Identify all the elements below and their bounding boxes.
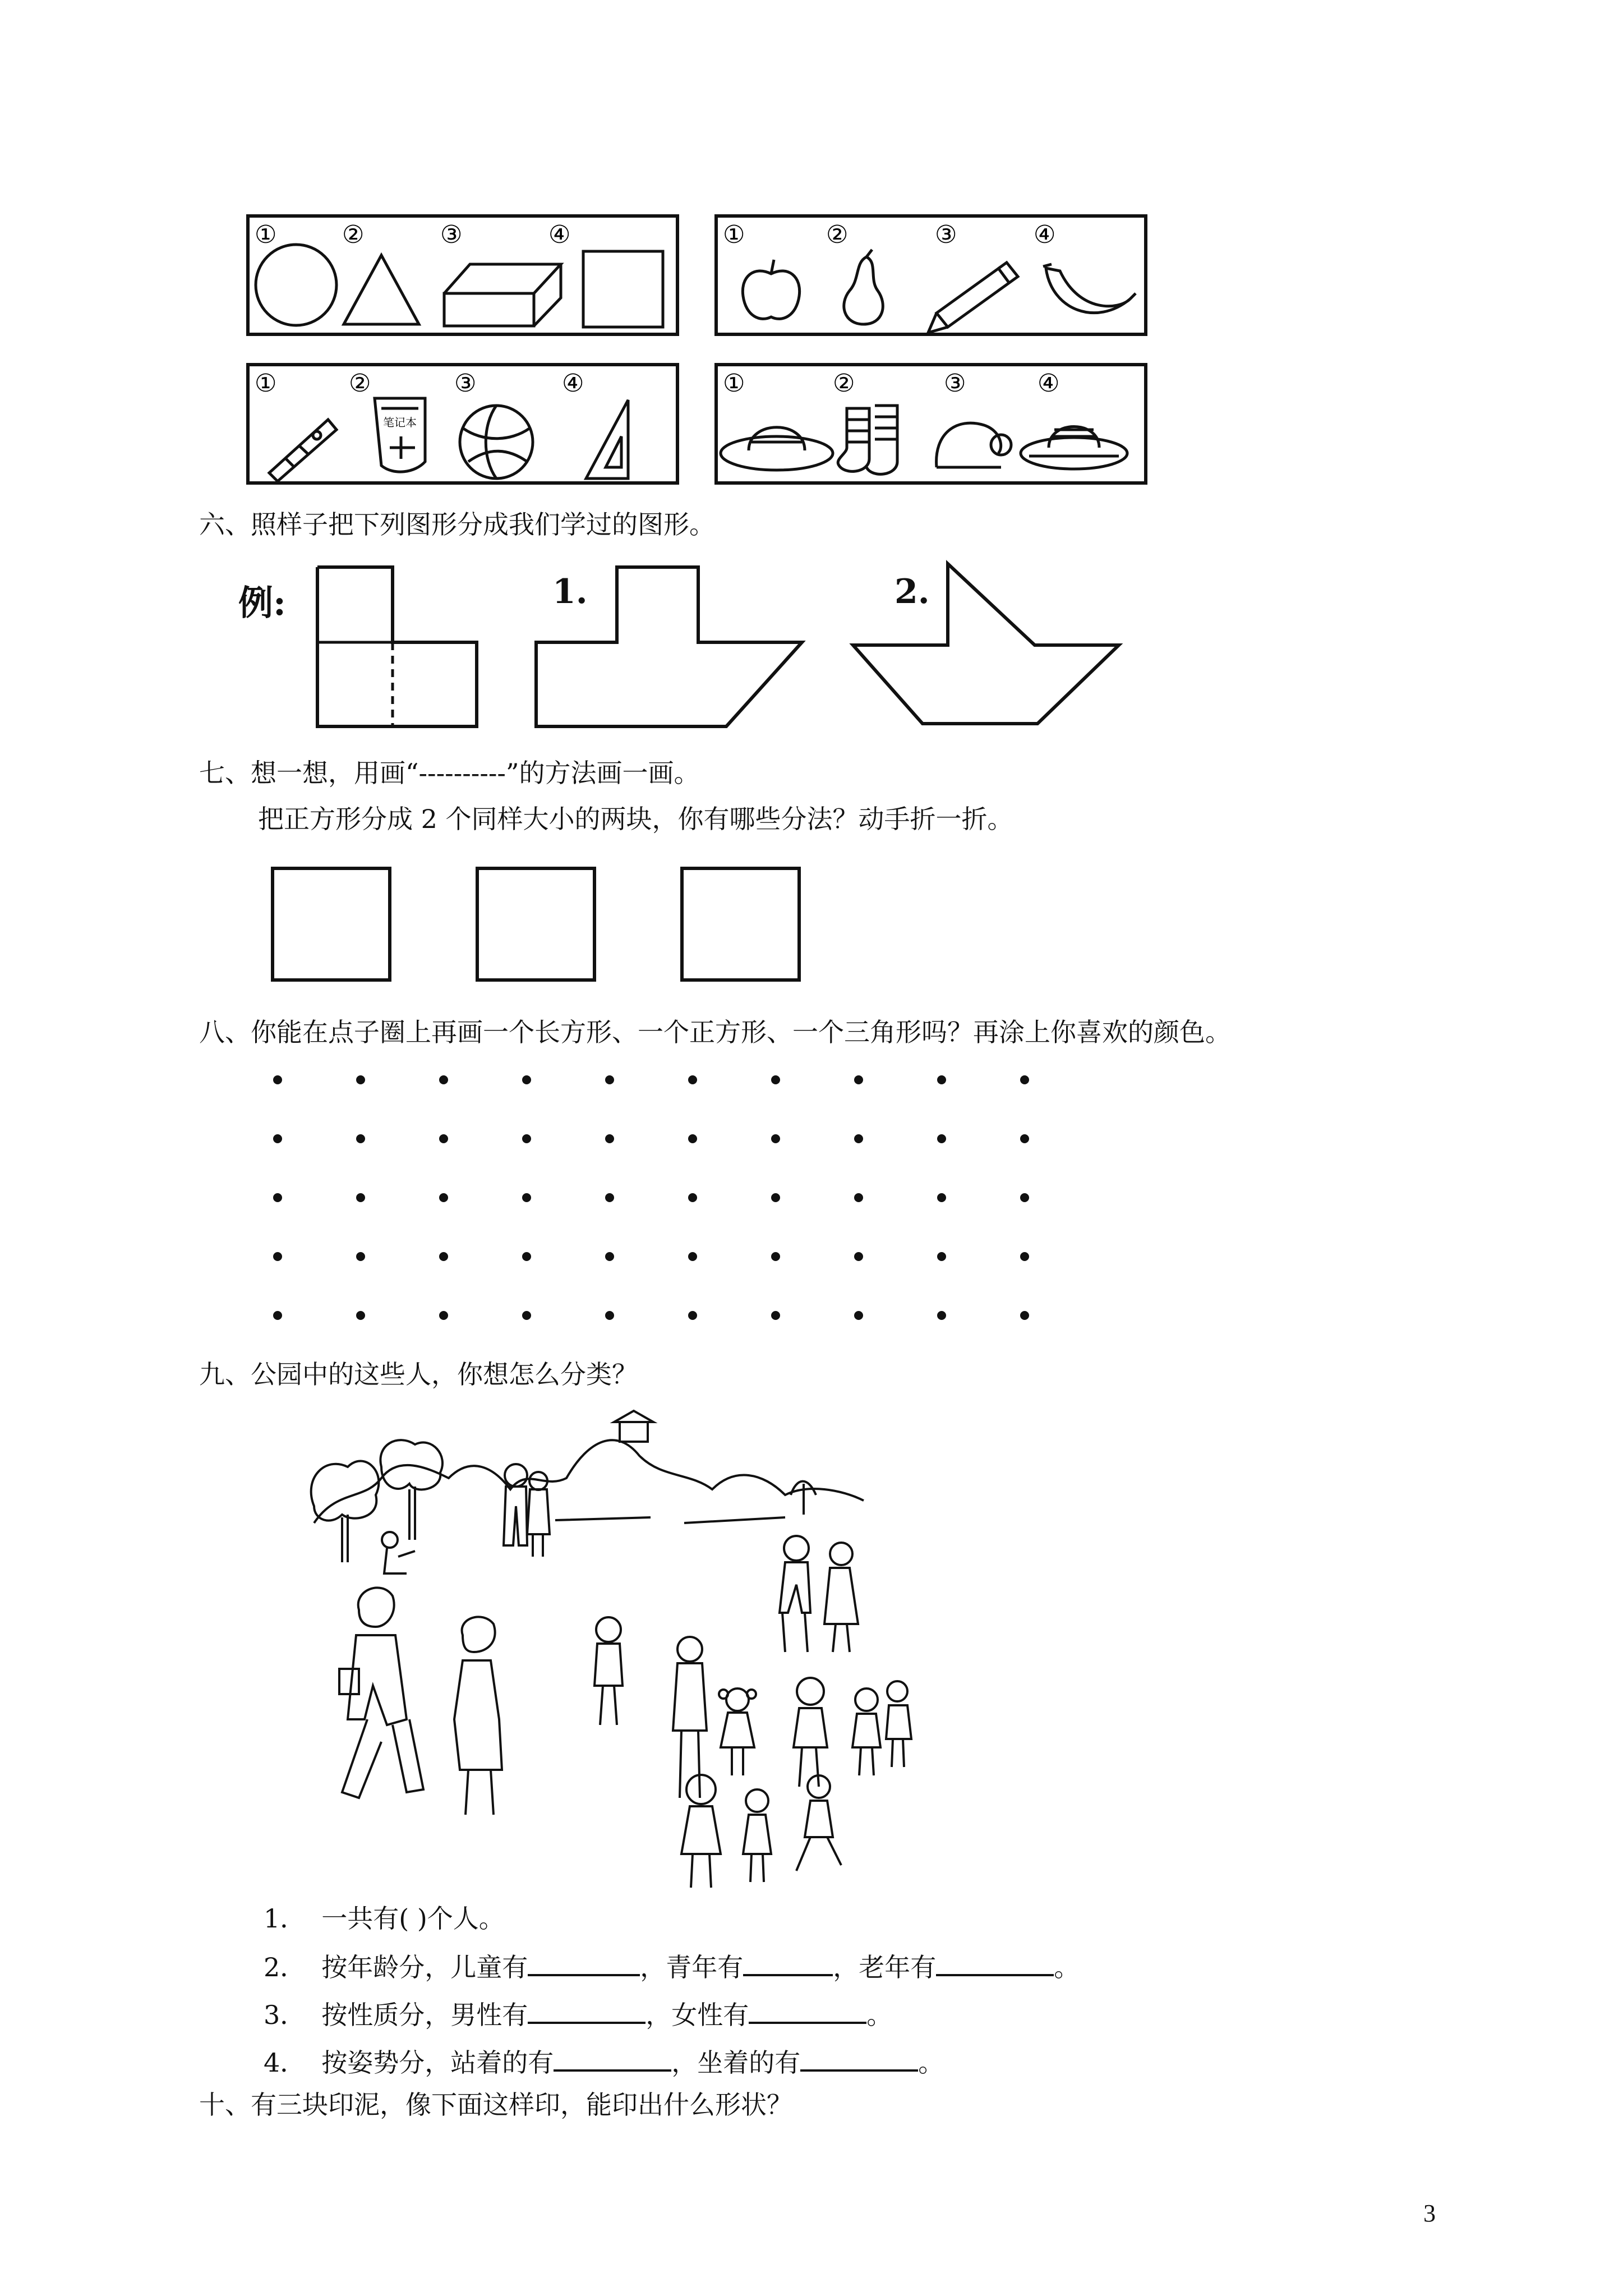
question-text: ，老年有: [833, 1952, 937, 1982]
q6-label-1: 1.: [552, 572, 588, 611]
grid-dot[interactable]: [273, 1075, 282, 1084]
notebook-label: 笔记本: [383, 416, 417, 429]
grid-dot[interactable]: [771, 1311, 780, 1320]
socks-icon: [838, 406, 897, 474]
grid-dot[interactable]: [854, 1075, 863, 1084]
grid-dot[interactable]: [937, 1311, 946, 1320]
grid-dot[interactable]: [273, 1134, 282, 1143]
hills-outline: [314, 1440, 864, 1523]
grid-dot[interactable]: [688, 1252, 697, 1261]
marker-2: ②: [833, 369, 855, 398]
answer-blank[interactable]: [528, 1949, 640, 1976]
person-icon: [594, 1617, 623, 1725]
grid-dot[interactable]: [937, 1252, 946, 1261]
q6-shape-1: [533, 564, 808, 732]
question-text: 按性质分，男性有: [321, 2000, 528, 2030]
grid-dot[interactable]: [688, 1193, 697, 1202]
person-icon: [780, 1536, 858, 1652]
marker-1: ①: [723, 220, 745, 249]
question-text: ，坐着的有: [671, 2047, 801, 2078]
person-icon: [339, 1588, 423, 1798]
banana-icon: [1043, 264, 1136, 313]
grid-dot[interactable]: [1020, 1193, 1029, 1202]
dot-grid[interactable]: [264, 1066, 1060, 1324]
q8-title: 八、你能在点子圈上再画一个长方形、一个正方形、一个三角形吗？再涂上你喜欢的颜色。: [199, 1017, 1231, 1047]
person-icon: [673, 1637, 707, 1798]
grid-dot[interactable]: [1020, 1075, 1029, 1084]
apple-icon: [743, 260, 799, 319]
grid-dot[interactable]: [605, 1252, 614, 1261]
grid-dot[interactable]: [688, 1311, 697, 1320]
park-illustration: [303, 1405, 931, 1899]
q9-question-2: [264, 1949, 1080, 1984]
grid-dot[interactable]: [356, 1134, 365, 1143]
triangle-shape-icon: [344, 255, 419, 324]
answer-blank[interactable]: [800, 2045, 918, 2072]
marker-4: ④: [1034, 220, 1056, 249]
straw-hat-icon: [1021, 427, 1127, 470]
q6-title: 六、照样子把下列图形分成我们学过的图形。: [199, 509, 715, 540]
q7-square-3[interactable]: [680, 867, 801, 982]
question-text: 。: [918, 2047, 944, 2078]
marker-3: ③: [440, 220, 463, 249]
answer-blank[interactable]: [936, 1949, 1054, 1976]
person-icon: [794, 1678, 911, 1787]
question-text: 。: [1054, 1952, 1080, 1982]
marker-4: ④: [1038, 369, 1060, 398]
person-icon: [681, 1775, 841, 1888]
q7-square-1[interactable]: [271, 867, 391, 982]
grid-dot[interactable]: [439, 1193, 448, 1202]
person-icon: [504, 1464, 550, 1557]
grid-dot[interactable]: [1020, 1252, 1029, 1261]
grid-dot[interactable]: [854, 1193, 863, 1202]
marker-3: ③: [944, 369, 966, 398]
grid-dot[interactable]: [356, 1252, 365, 1261]
grid-dot[interactable]: [356, 1311, 365, 1320]
q6-shape-2: [850, 561, 1124, 729]
grid-dot[interactable]: [1020, 1311, 1029, 1320]
grid-dot[interactable]: [937, 1193, 946, 1202]
grid-dot[interactable]: [688, 1134, 697, 1143]
notebook-icon: [375, 398, 425, 472]
marker-4: ④: [548, 220, 571, 249]
q9-question-4: [264, 2045, 944, 2079]
answer-blank[interactable]: [749, 1997, 866, 2024]
grid-dot[interactable]: [356, 1075, 365, 1084]
grid-dot[interactable]: [605, 1311, 614, 1320]
question-number: 2．: [264, 1952, 306, 1982]
question-text: ，女性有: [645, 2000, 749, 2030]
q9-title: 九、公园中的这些人，你想怎么分类？: [199, 1359, 638, 1389]
marker-1: ①: [255, 369, 277, 398]
marker-1: ①: [255, 220, 277, 249]
question-text: 一共有( )个人。: [321, 1903, 505, 1934]
question-text: 按姿势分，站着的有: [321, 2047, 554, 2078]
pear-icon: [844, 250, 883, 324]
panel-clothing: [715, 364, 1147, 484]
pavilion-icon: [614, 1411, 653, 1442]
grid-dot[interactable]: [439, 1311, 448, 1320]
grid-dot[interactable]: [854, 1311, 863, 1320]
page-number: 3: [1423, 2200, 1436, 2227]
grid-dot[interactable]: [522, 1134, 531, 1143]
answer-blank[interactable]: [554, 2045, 671, 2072]
marker-1: ①: [723, 369, 745, 398]
marker-2: ②: [342, 220, 365, 249]
grid-dot[interactable]: [937, 1134, 946, 1143]
question-text: ，青年有: [640, 1952, 744, 1982]
q9-question-3: [264, 1997, 892, 2032]
question-number: 1．: [264, 1903, 306, 1934]
grid-dot[interactable]: [605, 1193, 614, 1202]
grid-dot[interactable]: [605, 1075, 614, 1084]
cuboid-shape-icon: [444, 264, 561, 326]
grid-dot[interactable]: [522, 1193, 531, 1202]
answer-blank[interactable]: [743, 1949, 833, 1976]
question-text: 按年龄分，儿童有: [321, 1952, 528, 1982]
person-icon: [719, 1688, 756, 1775]
grid-dot[interactable]: [854, 1134, 863, 1143]
answer-blank[interactable]: [528, 1997, 645, 2024]
grid-dot[interactable]: [771, 1252, 780, 1261]
marker-3: ③: [454, 369, 477, 398]
question-text: 。: [866, 2000, 893, 2030]
grid-dot[interactable]: [771, 1134, 780, 1143]
grid-dot[interactable]: [522, 1075, 531, 1084]
grid-dot[interactable]: [522, 1252, 531, 1261]
grid-dot[interactable]: [688, 1075, 697, 1084]
panel-shapes: [247, 215, 679, 335]
grid-dot[interactable]: [937, 1075, 946, 1084]
q6-example-shape: [314, 564, 482, 732]
grid-dot[interactable]: [854, 1252, 863, 1261]
grid-dot[interactable]: [439, 1252, 448, 1261]
marker-4: ④: [562, 369, 584, 398]
pencil-icon: [928, 263, 1018, 333]
q10-title: 十、有三块印泥，像下面这样印，能印出什么形状？: [199, 2090, 792, 2120]
grid-dot[interactable]: [522, 1311, 531, 1320]
q7-subtitle: 把正方形分成 2 个同样大小的两块，你有哪些分法？动手折一折。: [258, 804, 1013, 834]
question-number: 4．: [264, 2047, 306, 2078]
q6-example-label: 例:: [238, 582, 286, 623]
q7-square-2[interactable]: [476, 867, 596, 982]
marker-2: ②: [349, 369, 371, 398]
marker-3: ③: [935, 220, 957, 249]
tree-icon: [380, 1440, 442, 1540]
panel-stationery: [247, 364, 679, 484]
triangle-ruler-icon: [586, 400, 628, 478]
tree-icon: [791, 1481, 816, 1515]
square-shape-icon: [583, 251, 663, 327]
person-icon: [454, 1617, 502, 1815]
q7-title: 七、想一想，用画“----------”的方法画一画。: [199, 758, 700, 788]
ball-icon: [460, 406, 533, 478]
grid-dot[interactable]: [605, 1134, 614, 1143]
grid-dot[interactable]: [356, 1193, 365, 1202]
grid-dot[interactable]: [273, 1252, 282, 1261]
q9-question-1: [264, 1902, 505, 1935]
question-number: 3．: [264, 2000, 306, 2030]
grid-dot[interactable]: [439, 1075, 448, 1084]
set-square-ruler-icon: [269, 420, 336, 481]
circle-shape-icon: [256, 245, 336, 325]
grid-dot[interactable]: [771, 1193, 780, 1202]
grid-dot[interactable]: [771, 1075, 780, 1084]
q6-label-2: 2.: [895, 572, 930, 611]
grid-dot[interactable]: [1020, 1134, 1029, 1143]
grid-dot[interactable]: [439, 1134, 448, 1143]
grid-dot[interactable]: [273, 1311, 282, 1320]
knit-cap-icon: [937, 423, 1011, 467]
grid-dot[interactable]: [273, 1193, 282, 1202]
tree-icon: [311, 1461, 379, 1562]
marker-2: ②: [826, 220, 849, 249]
sun-hat-icon: [721, 427, 833, 470]
panel-fruits: [715, 215, 1147, 335]
